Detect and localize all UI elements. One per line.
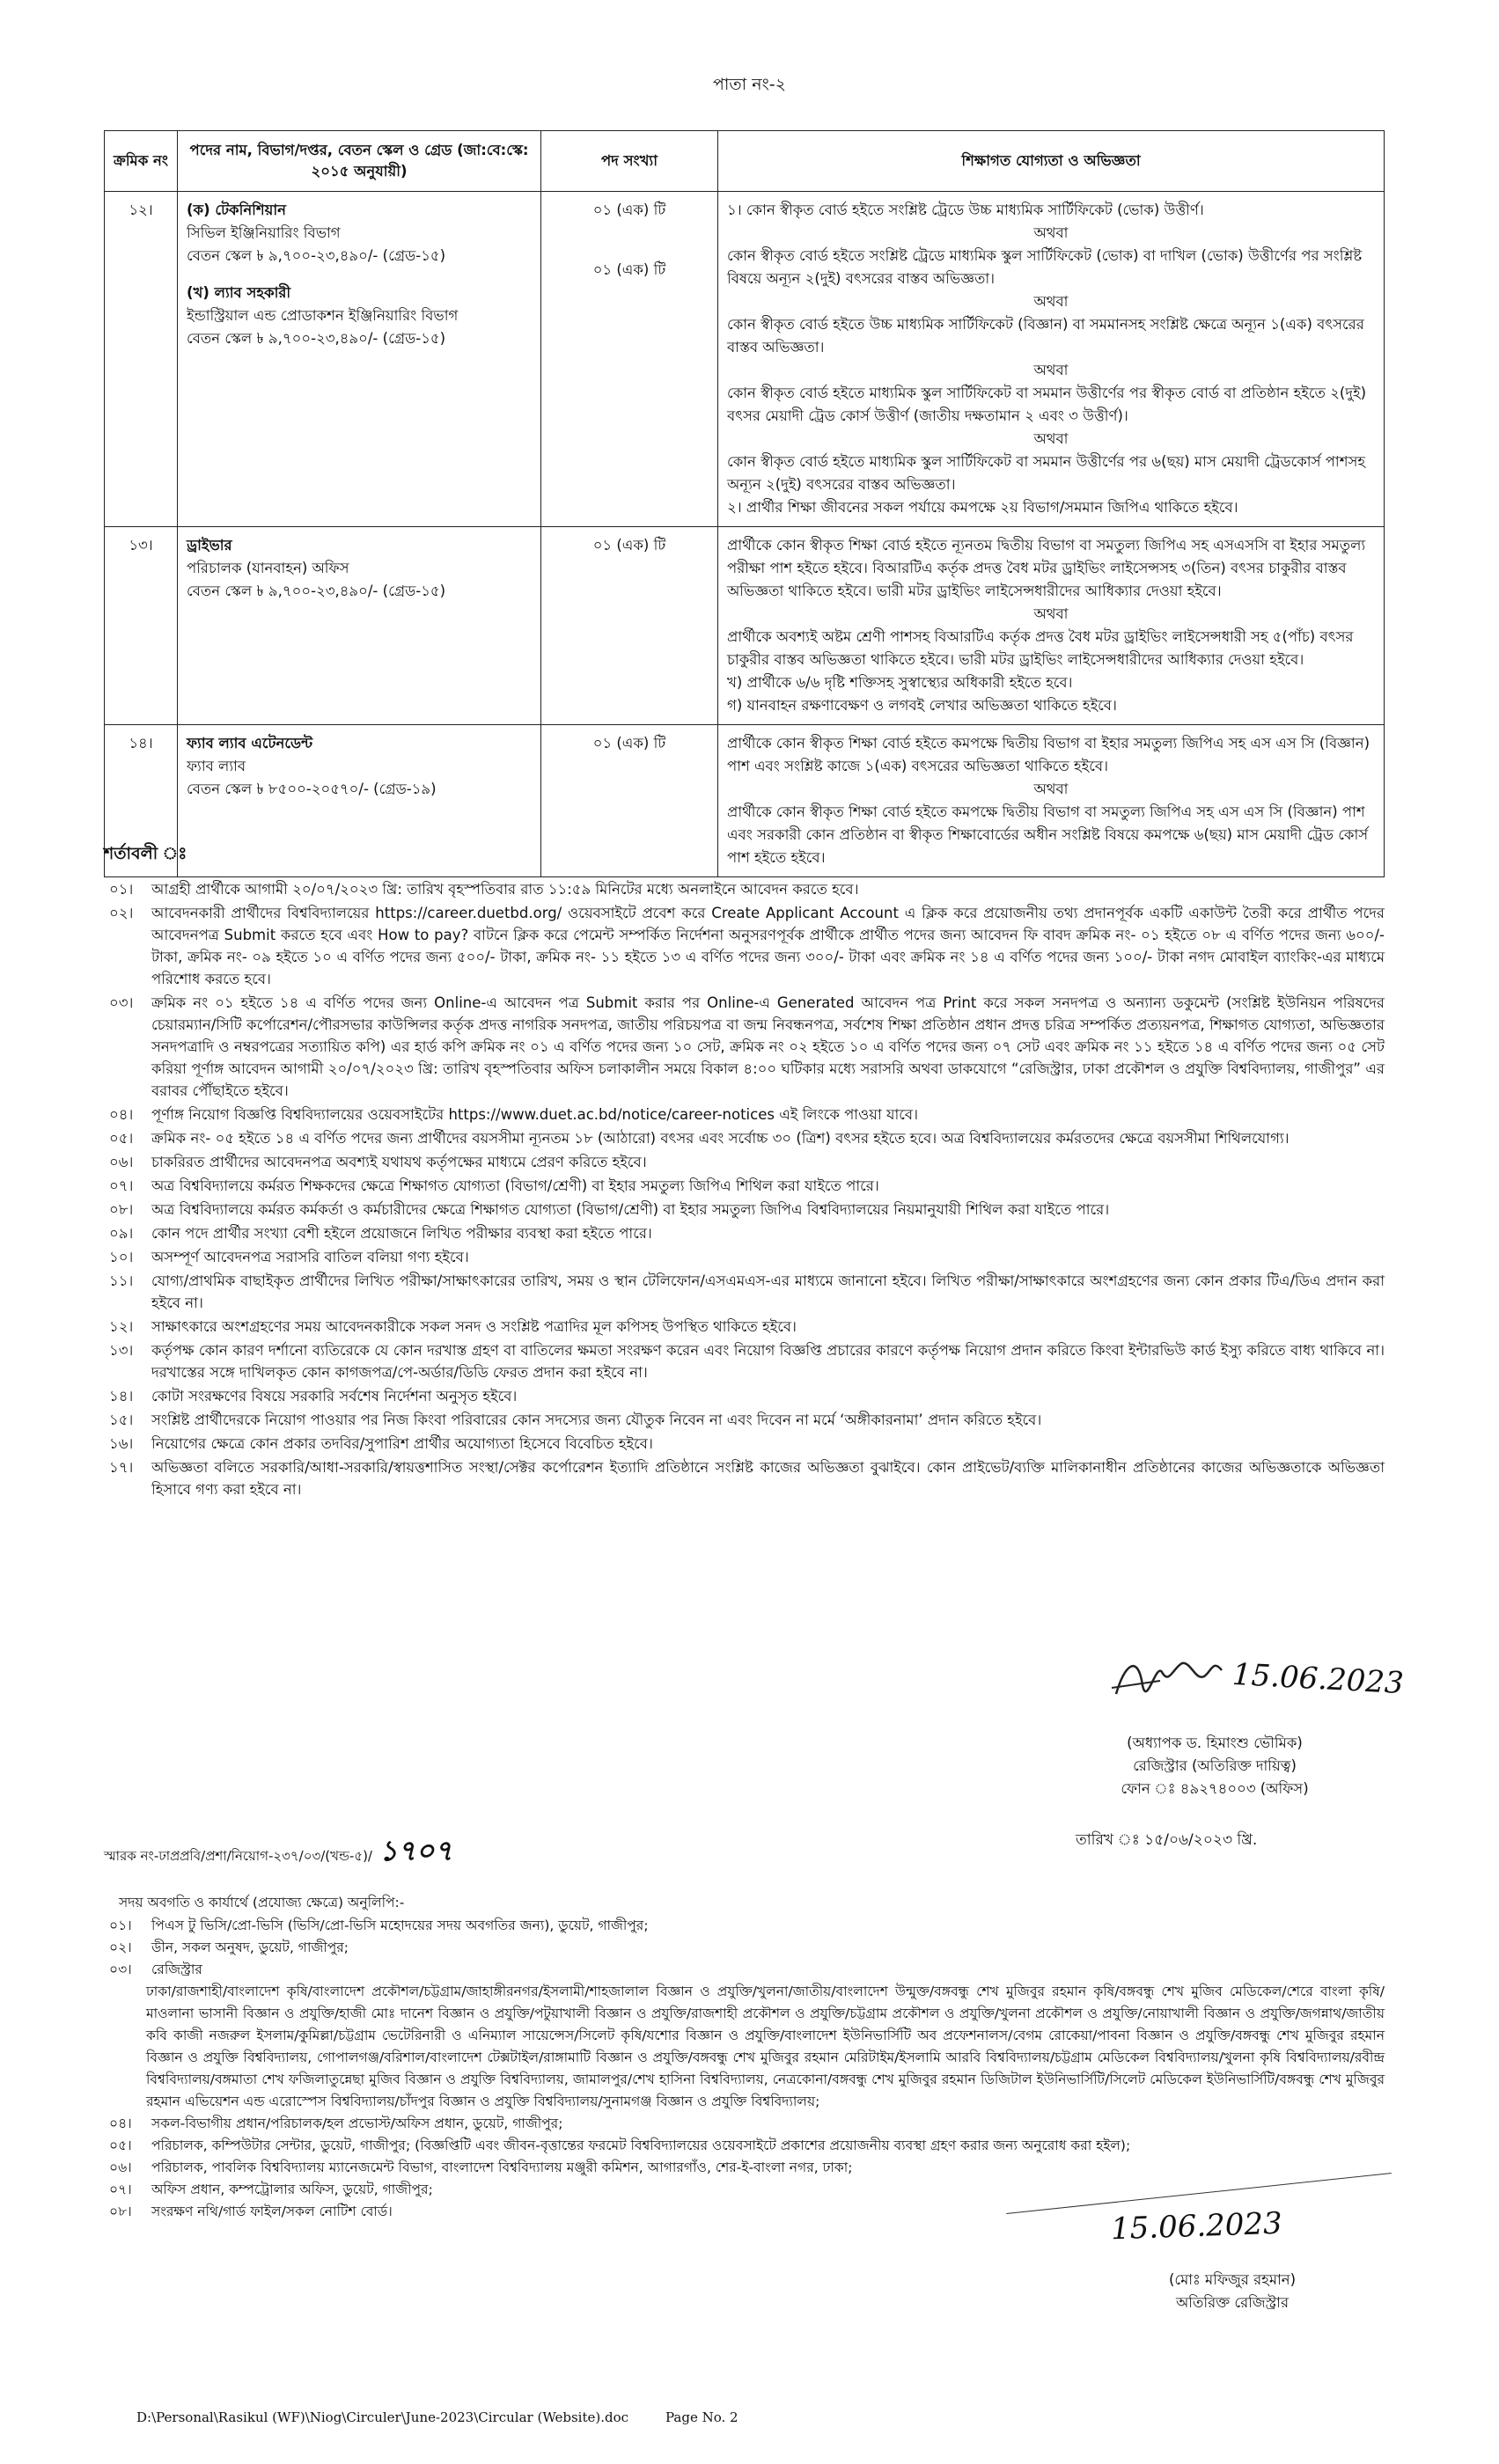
row-count (541, 192, 718, 527)
term-text: কর্তৃপক্ষ কোন কারণ দর্শানো ব্যতিরেকে যে কোন দরখাস্ত গ্রহণ বা বাতিলের ক্ষমতা সংরক্ষণ করেন এবং নিয়োগ বিজ্ঞপ্তি প্রচারের কারণে কর্তৃপক্ষ নিয়োগ প্রদান করিতে কিংবা ইন্টারভিউ কার্ড ইস্যু করিতে বাধ্য থাকিবে না। দরখাস্তের সঙ্গে দাখিলকৃত কোন কাগজপত্র/পে-অর্ডার/ডিডি ফেরত প্রদান করা হইবে না। (151, 1342, 1385, 1381)
page-label: পাতা নং-২ (713, 75, 786, 94)
term-item (104, 1339, 1385, 1383)
term-text: অভিজ্ঞতা বলিতে সরকারি/আধা-সরকারি/স্বায়ত্তশাসিত সংস্থা/সেক্টর কর্পোরেশন ইত্যাদি প্রতিষ্ঠানে সংশ্লিষ্ট কাজের অভিজ্ঞতা বুঝাইবে। কোন প্রাইভেট/ব্যক্তি মালিকানাধীন প্রতিষ্ঠানের কাজের অভিজ্ঞতাকে অভিজ্ঞতা হিসাবে গণ্য করা হইবে না। (151, 1459, 1385, 1498)
row-qualification (718, 725, 1385, 877)
footer-file-path: D:\Personal\Rasikul (WF)\Niog\Circuler\June-2023\Circular (Website).doc (136, 2409, 629, 2425)
posts-table (104, 130, 1385, 877)
cc-number: ০৮। (109, 2204, 132, 2219)
cc-text: ডীন, সকল অনুষদ, ডুয়েট, গাজীপুর; (151, 1940, 349, 1955)
post-pay-scale: বেতন স্কেল ৳ ৯,৭০০-২৩,৪৯০/- (গ্রেড-১৫) (187, 330, 446, 347)
registrar-phone: ফোন ঃ ৪৯২৭৪০০৩ (অফিস) (1121, 1780, 1309, 1797)
qualification-line: প্রার্থীকে কোন স্বীকৃত শিক্ষা বোর্ড হইতে কমপক্ষে দ্বিতীয় বিভাগ বা সমতুল্য জিপিএ সহ এস এস সি (বিজ্ঞান) পাশ এবং সরকারী কোন প্রতিষ্ঠান বা স্বীকৃত শিক্ষাবোর্ডের অধীন সংশ্লিষ্ট বিষয়ে কমপক্ষে ৬(ছয়) মাস মেয়াদী ট্রেড কোর্স পাশ হইতে হইবে। (727, 803, 1369, 866)
cc-list (104, 1915, 1385, 2223)
cc-number: ০৩। (109, 1962, 132, 1977)
cc-item (104, 2113, 1385, 2135)
term-text: নিয়োগের ক্ষেত্রে কোন প্রকার তদবির/সুপারিশ প্রার্থীর অযোগ্যতা হিসেবে বিবেচিত হইবে। (151, 1435, 653, 1452)
term-number: ১৬। (109, 1435, 134, 1452)
term-number: ০৮। (109, 1201, 134, 1218)
registrar-name: (অধ্যাপক ড. হিমাংশু ভৌমিক) (1127, 1734, 1303, 1751)
qualification-line: কোন স্বীকৃত বোর্ড হইতে মাধ্যমিক স্কুল সার্টিফিকেট বা সমমান উত্তীর্ণের পর স্বীকৃত বোর্ড বা প্রতিষ্ঠান হইতে ২(দুই) বৎসর মেয়াদী ট্রেড কোর্স উত্তীর্ণ (জাতীয় দক্ষতামান ২ এবং ৩ উত্তীর্ণ)। (727, 385, 1367, 424)
post-title: (খ) ল্যাব সহকারী (187, 284, 291, 301)
row-qualification (718, 192, 1385, 527)
term-number: ১৩। (109, 1342, 134, 1359)
table-row (105, 725, 1385, 877)
cc-text: পিএস টু ভিসি/প্রো-ভিসি (ভিসি/প্রো-ভিসি মহোদয়ের সদয় অবগতির জন্য), ডুয়েট, গাজীপুর; (151, 1918, 649, 1933)
cc-text: অফিস প্রধান, কম্পট্রোলার অফিস, ডুয়েট, গাজীপুর; (151, 2182, 433, 2197)
term-number: ১৭। (109, 1459, 134, 1476)
term-text: কোন পদে প্রার্থীর সংখ্যা বেশী হইলে প্রয়োজনে লিখিত পরীক্ষার ব্যবস্থা করা হইতে পারে। (151, 1225, 652, 1242)
term-number: ১০। (109, 1249, 134, 1265)
cc-item (104, 2135, 1385, 2157)
cc-title: সদয় অবগতি ও কার্যার্থে (প্রযোজ্য ক্ষেত্রে) অনুলিপি:- (119, 1895, 405, 1910)
post-block (187, 199, 532, 268)
post-pay-scale: বেতন স্কেল ৳ ৯,৭০০-২৩,৪৯০/- (গ্রেড-১৫) (187, 583, 446, 599)
qualification-or: অথবা (1033, 293, 1069, 310)
qualification-line: গ) যানবাহন রক্ষণাবেক্ষণ ও লগবই লেখার অভিজ্ঞতা থাকিতে হইবে। (727, 697, 1117, 714)
qualification-line: কোন স্বীকৃত বোর্ড হইতে মাধ্যমিক স্কুল সার্টিফিকেট বা সমমান উত্তীর্ণের পর ৬(ছয়) মাস মেয়াদী ট্রেডকোর্স পাশসহ অন্যূন ২(দুই) বৎসরের বাস্তব অভিজ্ঞতা। (727, 453, 1366, 493)
count-spacer (550, 222, 709, 259)
term-text: যোগ্য/প্রাথমিক বাছাইকৃত প্রার্থীদের লিখিত পরীক্ষা/সাক্ষাৎকারের তারিখ, সময় ও স্থান টেলিফোন/এসএমএস-এর মাধ্যমে জানানো হইবে। লিখিত পরীক্ষা/সাক্ষাৎকারে অংশগ্রহণের জন্য কোন প্রকার টিএ/ডিএ প্রদান করা হইবে না। (151, 1272, 1385, 1311)
term-item (104, 1222, 1385, 1244)
post-pay-scale: বেতন স্কেল ৳ ৯,৭০০-২৩,৪৯০/- (গ্রেড-১৫) (187, 247, 446, 264)
post-block (187, 282, 532, 350)
term-text: কোটা সংরক্ষণের বিষয়ে সরকারি সর্বশেষ নির্দেশনা অনুসৃত হইবে। (151, 1388, 518, 1404)
term-number: ০৪। (109, 1106, 134, 1123)
term-item (104, 1433, 1385, 1455)
post-block (187, 732, 532, 801)
row-serial: ১৩। (105, 527, 178, 725)
qualification-line: প্রার্থীকে কোন স্বীকৃত শিক্ষা বোর্ড হইতে ন্যূনতম দ্বিতীয় বিভাগ বা সমতুল্য জিপিএ সহ এসএসসি বা ইহার সমতুল্য পরীক্ষা পাশ হইতে হইবে। বিআরটিএ কর্তৃক প্রদত্ত বৈধ মটর ড্রাইভিং লাইসেন্সসহ ৩(তিন) বৎসর চাকুরীর বাস্তব অভিজ্ঞতা থাকিতে হইবে। ভারী মটর ড্রাইভিং লাইসেন্সধারীদের আধিক্যার দেওয়া হইবে। (727, 537, 1366, 599)
term-text: ক্রমিক নং- ০৫ হইতে ১৪ এ বর্ণিত পদের জন্য প্রার্থীদের বয়সসীমা ন্যূনতম ১৮ (আঠারো) বৎসর এবং সর্বোচ্চ ৩০ (ত্রিশ) বৎসর হইতে হবে। অত্র বিশ্ববিদ্যালয়ের কর্মরতদের ক্ষেত্রে বয়সসীমা শিথিলযোগ্য। (151, 1130, 1290, 1147)
header-count: পদ সংখ্যা (541, 131, 718, 192)
cc-item (104, 2179, 1385, 2201)
row-count (541, 527, 718, 725)
additional-registrar-signer (1047, 2269, 1417, 2314)
term-item (104, 1385, 1385, 1407)
qualification-line: ১। কোন স্বীকৃত বোর্ড হইতে সংশ্লিষ্ট ট্রেডে উচ্চ মাধ্যমিক সার্টিফিকেট (ভোক) উত্তীর্ণ। (727, 202, 1204, 218)
term-item (104, 1127, 1385, 1149)
row-qualification (718, 527, 1385, 725)
registrar-signer (1047, 1732, 1382, 1800)
cc-number: ০২। (109, 1940, 132, 1955)
cc-text: সংরক্ষণ নথি/গার্ড ফাইল/সকল নোটিশ বোর্ড। (151, 2204, 393, 2219)
row-count (541, 725, 718, 877)
qualification-or: অথবা (1033, 781, 1069, 797)
term-text: অত্র বিশ্ববিদ্যালয়ে কর্মরত কর্মকর্তা ও কর্মচারীদের ক্ষেত্রে শিক্ষাগত যোগ্যতা (বিভাগ/শ্রেণী) বা ইহার সমতুল্য জিপিএ বিশ্ববিদ্যালয়ের নিয়মানুযায়ী শিথিল করা যাইতে পারে। (151, 1201, 1110, 1218)
cc-item (104, 1915, 1385, 1937)
terms-list (104, 878, 1385, 1502)
term-number: ১৫। (109, 1412, 134, 1428)
post-department: ইন্ডাস্ট্রিয়াল এন্ড প্রোডাকশন ইঞ্জিনিয়ারিং বিভাগ (187, 307, 459, 324)
term-item (104, 878, 1385, 900)
additional-registrar-signature-date: 15.06.2023 (1110, 2205, 1283, 2248)
header-post: পদের নাম, বিভাগ/দপ্তর, বেতন স্কেল ও গ্রেড (জা:বে:স্কে: ২০১৫ অনুযায়ী) (178, 131, 541, 192)
term-text: সংশ্লিষ্ট প্রার্থীদেরকে নিয়োগ পাওয়ার পর নিজ কিংবা পরিবারের কোন সদস্যের জন্য যৌতুক নিবেন না এবং দিবেন না মর্মে ‘অঙ্গীকারনামা’ প্রদান করিতে হইবে। (151, 1412, 1042, 1428)
post-count: ০১ (এক) টি (592, 735, 666, 752)
cc-number: ০১। (109, 1918, 132, 1933)
cc-item (104, 1959, 1385, 1981)
qualification-or: অথবা (1033, 224, 1069, 241)
post-title: ফ্যাব ল্যাব এটেনডেন্ট (187, 735, 313, 752)
term-text: আবেদনকারী প্রার্থীদের বিশ্ববিদ্যালয়ের https://career.duetbd.org/ ওয়েবসাইটে প্রবেশ করে Create Applicant Account এ ক্লিক করে প্রয়োজনীয় তথ্য প্রদানপূর্বক একটি একাউন্ট তৈরী করে প্রার্থীত পদের আবেদনপত্র Submit করতে হবে এবং How to pay? বাটনে ক্লিক করে পেমেন্ট সম্পর্কিত নির্দেশনা অনুসরণপূর্বক প্রার্থীকে প্রার্থীত পদের জন্য আবেদন ফি বাবদ ক্রমিক নং- ০১ হইতে ০৮ এ বর্ণিত পদের জন্য ৬০০/- টাকা, ক্রমিক নং- ০৯ হইতে ১০ এ বর্ণিত পদের জন্য ৫০০/- টাকা, ক্রমিক নং- ১১ হইতে ১৩ এ বর্ণিত পদের জন্য ৩০০/- টাকা এবং ক্রমিক নং ১৪ এ বর্ণিত পদের জন্য ১০০/- টাকা নগদ মোবাইল ব্যাংকিং-এর মাধ্যমে পরিশোধ করতে হবে। (151, 905, 1385, 987)
qualification-or: অথবা (1033, 605, 1069, 622)
term-item (104, 1246, 1385, 1268)
term-item (104, 1151, 1385, 1173)
row-serial: ১২। (105, 192, 178, 527)
table-row (105, 192, 1385, 527)
term-number: ০১। (109, 881, 134, 898)
table-header-row (105, 131, 1385, 192)
post-title: (ক) টেকনিশিয়ান (187, 202, 287, 218)
post-block (187, 534, 532, 603)
qualification-line: প্রার্থীকে কোন স্বীকৃত শিক্ষা বোর্ড হইতে কমপক্ষে দ্বিতীয় বিভাগ বা ইহার সমতুল্য জিপিএ সহ এস এস সি (বিজ্ঞান) পাশ এবং সংশ্লিষ্ট কাজে ১(এক) বৎসরের অভিজ্ঞতা থাকিতে হইবে। (727, 735, 1370, 774)
registrar-title: রেজিস্ট্রার (অতিরিক্ত দায়িত্ব) (1133, 1757, 1297, 1774)
memo-handwritten-number: ১৭০৭ (378, 1834, 453, 1867)
term-text: ক্রমিক নং ০১ হইতে ১৪ এ বর্ণিত পদের জন্য Online-এ আবেদন পত্র Submit করার পর Online-এ Generated আবেদন পত্র Print করে সকল সনদপত্র ও অন্যান্য ডকুমেন্ট (সংশ্লিষ্ট ইউনিয়ন পরিষদের চেয়ারম্যান/সিটি কর্পোরেশন/পৌরসভার কাউন্সিলর কর্তৃক প্রদত্ত নাগরিক সনদপত্র, জাতীয় পরিচয়পত্র বা জন্ম নিবন্ধনপত্র, সর্বশেষ শিক্ষা প্রতিষ্ঠান প্রধান প্রদত্ত চরিত্র সম্পর্কিত প্রত্যয়নপত্র, শিক্ষাগত যোগ্যতা, অভিজ্ঞতার সনদপত্রাদি ও নম্বরপত্রের সত্যায়িত কপি) এর হার্ড কপি ক্রমিক নং ০১ এ বর্ণিত পদের জন্য ১০ সেট, ক্রমিক নং ০২ হইতে ১০ এ বর্ণিত পদের জন্য ০৭ সেট এবং ক্রমিক নং ১১ হইতে ১৪ এ বর্ণিত পদের জন্য ০৫ সেট করিয়া পূর্ণাঙ্গ আবেদন আগামী ২০/০৭/২০২৩ খ্রি: তারিখ বৃহস্পতিবার অফিস চলাকালীন সময়ে বিকাল ৪:০০ ঘটিকার মধ্যে সরাসরি অথবা ডাকযোগে “রেজিস্ট্রার, ঢাকা প্রকৌশল ও প্রযুক্তি বিশ্ববিদ্যালয়, গাজীপুর” এর বরাবর পৌঁছাইতে হইবে। (151, 994, 1385, 1099)
memo-ref-text: স্মারক নং-ঢাপ্রপ্রবি/প্রশা/নিয়োগ-২৩৭/০৩/(খন্ড-৫)/ (104, 1848, 372, 1864)
term-number: ১৪। (109, 1388, 134, 1404)
post-department: পরিচালক (যানবাহন) অফিস (187, 560, 349, 576)
posts-table-body (105, 192, 1385, 877)
term-text: অত্র বিশ্ববিদ্যালয়ে কর্মরত শিক্ষকদের ক্ষেত্রে শিক্ষাগত যোগ্যতা (বিভাগ/শ্রেণী) বা ইহার সমতুল্য জিপিএ শিথিল করা যাইতে পারে। (151, 1177, 879, 1194)
term-number: ০৫। (109, 1130, 134, 1147)
term-text: সাক্ষাৎকারে অংশগ্রহণের সময় আবেদনকারীকে সকল সনদ ও সংশ্লিষ্ট পত্রাদির মূল কপিসহ উপস্থিত থাকিতে হইবে। (151, 1318, 797, 1335)
cc-number: ০৪। (109, 2116, 132, 2131)
table-row (105, 527, 1385, 725)
term-number: ১২। (109, 1318, 134, 1335)
term-number: ০৯। (109, 1225, 134, 1242)
term-item (104, 1316, 1385, 1338)
cc-university-list: ঢাকা/রাজশাহী/বাংলাদেশ কৃষি/বাংলাদেশ প্রকৌশল/চট্টগ্রাম/জাহাঙ্গীরনগর/ইসলামী/শাহজালাল বিজ্ঞান ও প্রযুক্তি/খুলনা/জাতীয়/বাংলাদেশ উন্মুক্ত/বঙ্গবন্ধু শেখ মুজিবুর রহমান কৃষি/বঙ্গবন্ধু শেখ মুজিব মেডিকেল/শেরে বাংলা কৃষি/মাওলানা ভাসানী বিজ্ঞান ও প্রযুক্তি/হাজী মোঃ দানেশ বিজ্ঞান ও প্রযুক্তি/পটুয়াখালী বিজ্ঞান ও প্রযুক্তি/রাজশাহী প্রকৌশল ও প্রযুক্তি/চট্টগ্রাম প্রকৌশল ও প্রযুক্তি/খুলনা প্রকৌশল ও প্রযুক্তি/নোয়াখালী বিজ্ঞান ও প্রযুক্তি/জগন্নাথ/জাতীয় কবি কাজী নজরুল ইসলাম/কুমিল্লা/চট্টগ্রাম ভেটেরিনারী ও এনিম্যাল সায়েন্সেস/সিলেট কৃষি/যশোর বিজ্ঞান ও প্রযুক্তি/বাংলাদেশ ইউনিভার্সিটি অব প্রফেশনালস/বেগম রোকেয়া/পাবনা বিজ্ঞান ও প্রযুক্তি/বঙ্গবন্ধু শেখ মুজিবুর রহমান বিজ্ঞান ও প্রযুক্তি বিশ্ববিদ্যালয়, গোপালগঞ্জ/বরিশাল/বাংলাদেশ টেক্সটাইল/রাঙ্গামাটি বিজ্ঞান ও প্রযুক্তি/বঙ্গবন্ধু শেখ মুজিবুর রহমান মেরিটাইম/ইসলামি আরবি বিশ্ববিদ্যালয়/চট্টগ্রাম মেডিকেল বিশ্ববিদ্যালয়/খুলনা কৃষি বিশ্ববিদ্যালয়/রবীন্দ্র বিশ্ববিদ্যালয়/বঙ্গমাতা শেখ ফজিলাতুন্নেছা মুজিব বিজ্ঞান ও প্রযুক্তি বিশ্ববিদ্যালয়, জামালপুর/শেখ হাসিনা বিশ্ববিদ্যালয়, নেত্রকোনা/বঙ্গবন্ধু শেখ মুজিবুর রহমান ডিজিটাল ইউনিভার্সিটি/সিলেট মেডিকেল ইউনিভার্সিটি/বঙ্গবন্ধু শেখ মুজিবুর রহমান এভিয়েশন এন্ড এরোস্পেস বিশ্ববিদ্যালয়/চাঁদপুর বিজ্ঞান ও প্রযুক্তি বিশ্ববিদ্যালয়/সুনামগঞ্জ বিজ্ঞান ও প্রযুক্তি বিশ্ববিদ্যালয়; (146, 1984, 1385, 2109)
header-qualification: শিক্ষাগত যোগ্যতা ও অভিজ্ঞতা (718, 131, 1385, 192)
term-text: অসম্পূর্ণ আবেদনপত্র সরাসরি বাতিল বলিয়া গণ্য হইবে। (151, 1249, 469, 1265)
post-count: ০১ (এক) টি (592, 202, 666, 218)
cc-number: ০৫। (109, 2138, 132, 2153)
cc-text: রেজিস্ট্রার (151, 1962, 202, 1977)
term-number: ০৭। (109, 1177, 134, 1194)
cc-text: পরিচালক, কম্পিউটার সেন্টার, ডুয়েট, গাজীপুর; (বিজ্ঞপ্তিটি এবং জীবন-বৃত্তান্তের ফরমেট বিশ্ববিদ্যালয়ের ওয়েবসাইটে প্রকাশের প্রয়োজনীয় ব্যবস্থা গ্রহণ করার জন্য অনুরোধ করা হইল); (151, 2138, 1131, 2153)
term-item (104, 1270, 1385, 1314)
term-number: ০৩। (109, 994, 134, 1011)
qualification-or: অথবা (1033, 362, 1069, 378)
post-count: ০১ (এক) টি (592, 537, 666, 554)
term-text: আগ্রহী প্রার্থীকে আগামী ২০/০৭/২০২৩ খ্রি: তারিখ বৃহস্পতিবার রাত ১১:৫৯ মিনিটের মধ্যে অনলাইনে আবেদন করতে হবে। (151, 881, 859, 898)
term-number: ০২। (109, 905, 134, 921)
qualification-or: অথবা (1033, 430, 1069, 447)
cc-text: পরিচালক, পাবলিক বিশ্ববিদ্যালয় ম্যানেজমেন্ট বিভাগ, বাংলাদেশ বিশ্ববিদ্যালয় মঞ্জুরী কমিশন, আগারগাঁও, শের-ই-বাংলা নগর, ঢাকা; (151, 2160, 853, 2175)
term-item (104, 902, 1385, 990)
registrar-signature-date: 15.06.2023 (1231, 1656, 1405, 1702)
term-number: ০৬। (109, 1154, 134, 1170)
cc-number: ০৬। (109, 2160, 132, 2175)
qualification-line: ২। প্রার্থীর শিক্ষা জীবনের সকল পর্যায়ে কমপক্ষে ২য় বিভাগ/সমমান জিপিএ থাকিতে হইবে। (727, 499, 1238, 516)
qualification-line: কোন স্বীকৃত বোর্ড হইতে সংশ্লিষ্ট ট্রেডে মাধ্যমিক স্কুল সার্টিফিকেট (ভোক) বা দাখিল (ভোক) উত্তীর্ণের পর সংশ্লিষ্ট বিষয়ে অন্যূন ২(দুই) বৎসরের বাস্তব অভিজ্ঞতা। (727, 247, 1363, 287)
additional-registrar-name: (মোঃ মফিজুর রহমান) (1168, 2271, 1297, 2288)
memo-date: তারিখ ঃ ১৫/০৬/২০২৩ খ্রি. (1076, 1831, 1258, 1849)
post-department: সিভিল ইঞ্জিনিয়ারিং বিভাগ (187, 224, 341, 241)
terms-title: শর্তাবলী ঃ (104, 844, 187, 863)
row-post (178, 192, 541, 527)
post-title: ড্রাইভার (187, 537, 232, 554)
term-item (104, 992, 1385, 1102)
term-number: ১১। (109, 1272, 134, 1289)
additional-registrar-title: অতিরিক্ত রেজিস্ট্রার (1175, 2294, 1290, 2311)
cc-item (104, 1937, 1385, 1959)
term-item (104, 1456, 1385, 1500)
memo-reference (104, 1829, 452, 1876)
term-item (104, 1409, 1385, 1431)
qualification-line: কোন স্বীকৃত বোর্ড হইতে উচ্চ মাধ্যমিক সার্টিফিকেট (বিজ্ঞান) বা সমমানসহ সংশ্লিষ্ট ক্ষেত্রে অন্যূন ১(এক) বৎসরের বাস্তব অভিজ্ঞতা। (727, 316, 1364, 356)
row-serial: ১৪। (105, 725, 178, 877)
term-text: চাকরিরত প্রার্থীদের আবেদনপত্র অবশ্যই যথাযথ কর্তৃপক্ষের মাধ্যমে প্রেরণ করিতে হইবে। (151, 1154, 647, 1170)
post-count: ০১ (এক) টি (592, 261, 666, 278)
footer-page-number: Page No. 2 (665, 2409, 738, 2425)
post-department: ফ্যাব ল্যাব (187, 758, 246, 774)
term-item (104, 1175, 1385, 1197)
post-pay-scale: বেতন স্কেল ৳ ৮৫০০-২০৫৭০/- (গ্রেড-১৯) (187, 781, 437, 797)
term-item (104, 1199, 1385, 1221)
qualification-line: প্রার্থীকে অবশ্যই অষ্টম শ্রেণী পাশসহ বিআরটিএ কর্তৃক প্রদত্ত বৈধ মটর ড্রাইভিং লাইসেন্সধারী সহ ৫(পাঁচ) বৎসর চাকুরীর বাস্তব অভিজ্ঞতা থাকিতে হইবে। ভারী মটর ড্রাইভিং লাইসেন্সধারীদের আধিক্যার দেওয়া হইবে। (727, 628, 1354, 668)
qualification-line: খ) প্রার্থীকে ৬/৬ দৃষ্টি শক্তিসহ সুস্বাস্থ্যের অধিকারী হইতে হবে। (727, 674, 1073, 691)
term-item (104, 1104, 1385, 1126)
term-text: পূর্ণাঙ্গ নিয়োগ বিজ্ঞপ্তি বিশ্ববিদ্যালয়ের ওয়েবসাইটের https://www.duet.ac.bd/notice/career-notices এই লিংকে পাওয়া যাবে। (151, 1106, 918, 1123)
cc-item (104, 2157, 1385, 2179)
cc-text: সকল-বিভাগীয় প্রধান/পরিচালক/হল প্রভোস্ট/অফিস প্রধান, ডুয়েট, গাজীপুর; (151, 2116, 563, 2131)
row-post (178, 725, 541, 877)
header-serial: ক্রমিক নং (105, 131, 178, 192)
row-post (178, 527, 541, 725)
cc-number: ০৭। (109, 2182, 132, 2197)
